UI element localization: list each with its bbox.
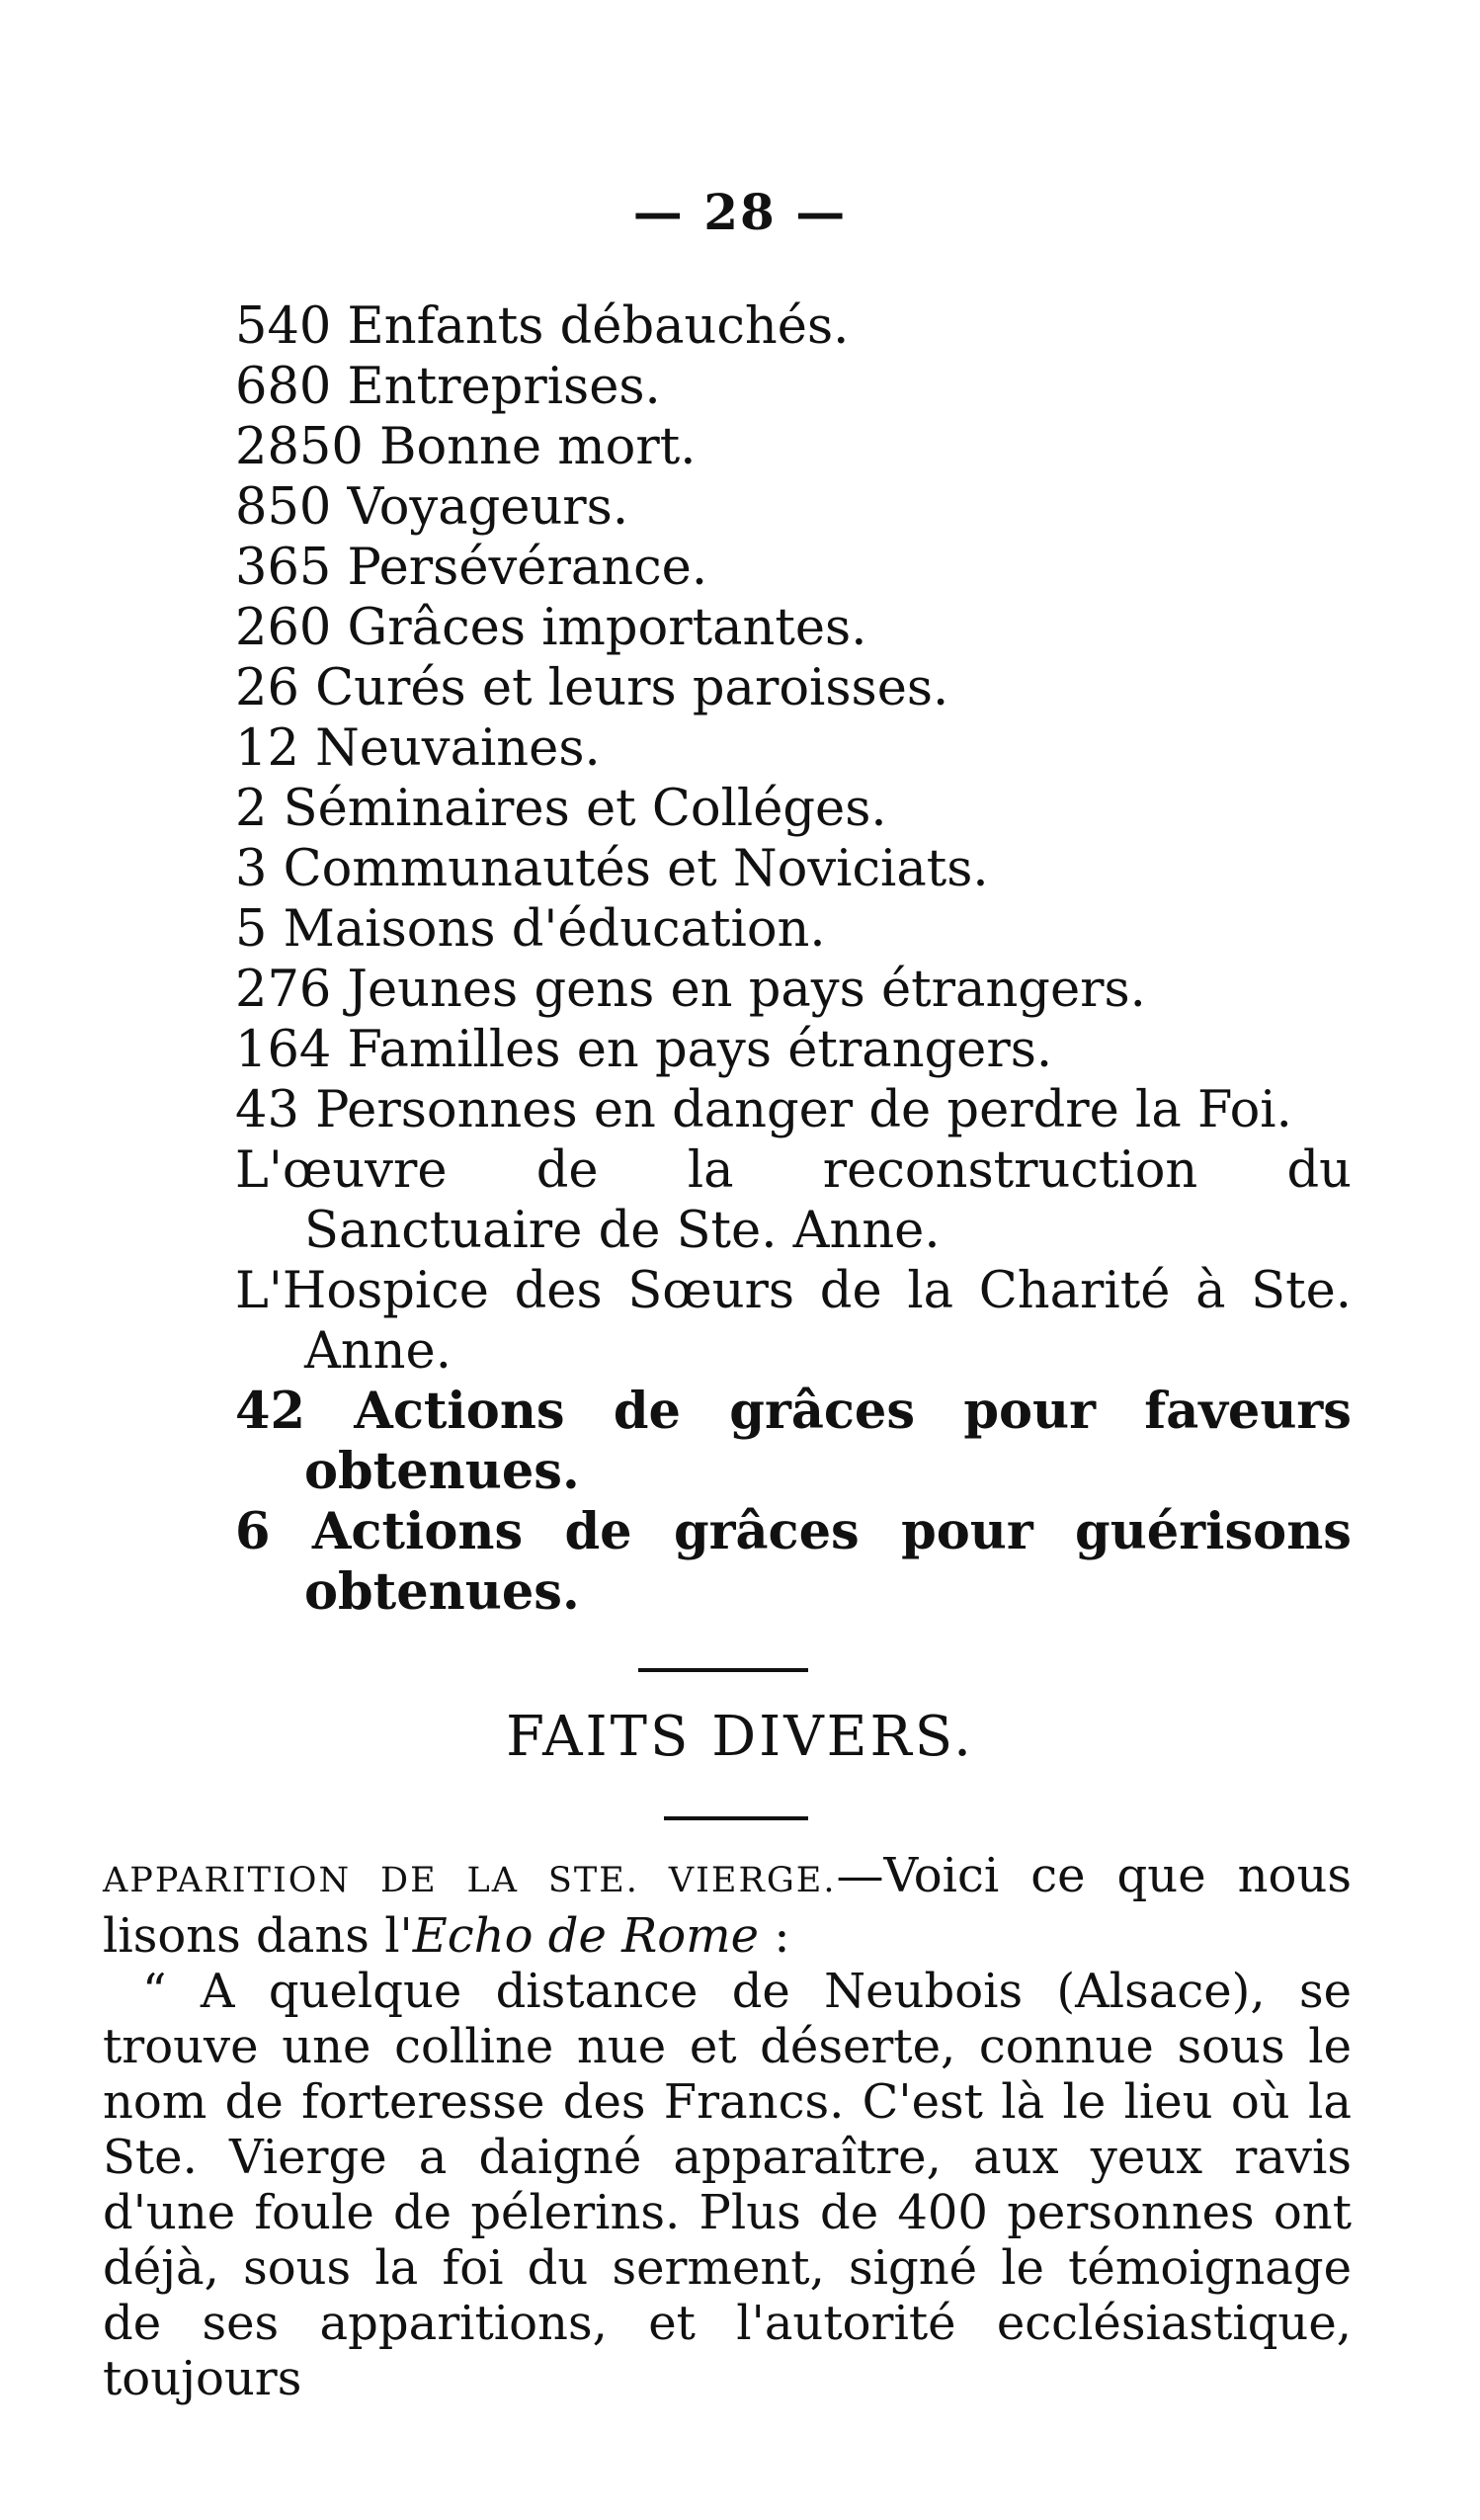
article-intro-end: :: [759, 1908, 790, 1964]
list-item: 365 Persévérance.: [235, 539, 708, 597]
list-item: 42 Actions de grâces pour faveurs obtenues.: [235, 1382, 1352, 1501]
article-intro-text: —Voici ce que nous lisons dans l': [103, 1848, 1352, 1964]
list-item: 6 Actions de grâces pour guérisons obtenues.: [235, 1502, 1352, 1622]
intentions-list: [235, 296, 1352, 1623]
section-divider-bottom: [664, 1816, 808, 1820]
section-divider-top: [638, 1668, 808, 1672]
article-heading: APPARITION DE LA STE. VIERGE.: [103, 1861, 837, 1900]
list-item: 26 Curés et leurs paroisses.: [235, 659, 949, 717]
list-item: L'Hospice des Sœurs de la Charité à Ste. Anne.: [235, 1262, 1352, 1381]
list-item: 164 Familles en pays étrangers.: [235, 1021, 1053, 1079]
article-source: Echo de Rome: [412, 1908, 760, 1964]
section-title: FAITS DIVERS.: [506, 1705, 974, 1769]
list-item: 12 Neuvaines.: [235, 719, 601, 778]
page-number: — 28 —: [632, 183, 848, 241]
list-item: 43 Personnes en danger de perdre la Foi.: [235, 1081, 1292, 1139]
list-item: 5 Maisons d'éducation.: [235, 900, 826, 959]
list-item: 680 Entreprises.: [235, 358, 661, 416]
list-item: L'œuvre de la reconstruction du Sanctuaire de Ste. Anne.: [235, 1141, 1352, 1260]
list-item: 276 Jeunes gens en pays étrangers.: [235, 961, 1146, 1019]
list-item: 2850 Bonne mort.: [235, 418, 697, 476]
list-item: 850 Voyageurs.: [235, 478, 629, 537]
list-item: 260 Grâces importantes.: [235, 599, 867, 657]
article-intro: [103, 1848, 1352, 1964]
article-quote: “ A quelque distance de Neubois (Alsace), se trouve une colline nue et déserte, connue sous le nom de forteresse des Francs. C'est là le lieu où la Ste. Vierge a daigné apparaître, aux yeux ravis d'une foule de pélerins. Plus de 400 personnes ont déjà, sous la foi du serment, signé le témoignage de ses apparitions, et l'autorité ecclésiastique, toujours: [103, 1964, 1352, 2406]
list-item: 2 Séminaires et Colléges.: [235, 780, 887, 838]
list-item: 3 Communautés et Noviciats.: [235, 840, 989, 898]
list-item: 540 Enfants débauchés.: [235, 297, 850, 356]
article: [103, 1848, 1352, 2406]
